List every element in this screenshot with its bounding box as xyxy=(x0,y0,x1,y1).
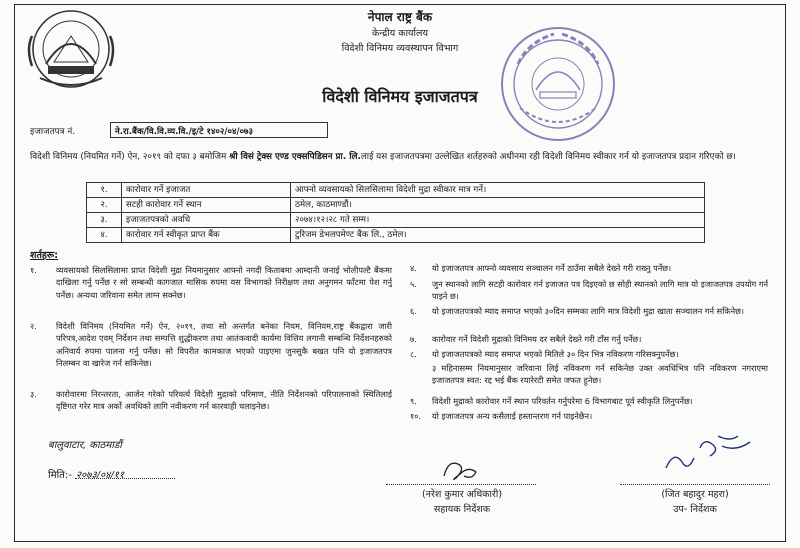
condition-number: २. xyxy=(30,321,37,331)
condition-text: कारोवार गर्ने विदेशी मुद्राको विनिमय दर सबैले देख्ने गरी टाँस गर्नु पर्नेछ। xyxy=(432,334,642,344)
condition-number: ३. xyxy=(30,389,37,399)
row-label: इजाजतपत्रको अवधि xyxy=(122,213,291,228)
condition-text: विदेशी मुद्राको कारोवार गर्ने स्थान परिवर्तन गर्नुपरेमा 6 विभागबाट पूर्व स्वीकृति लिनुपर्नेछ। xyxy=(432,396,693,406)
row-number: २. xyxy=(87,198,122,213)
intro-paragraph xyxy=(30,150,770,165)
row-label: सटही कारोवार गर्ने स्थान xyxy=(122,198,291,213)
condition-text: ३ महिनासम्म नियमानुसार जरिवाना लिई नविकरण गर्न सकिनेछ उक्त अवधिभित्र पनि नविकरण नगराएमा इजाजतपत्र स्वत: रद्द भई बैंक रयारेरटी समेत जफत हुनेछ। xyxy=(432,363,768,386)
license-number-row xyxy=(30,122,330,140)
condition-item xyxy=(410,395,768,407)
row-number: ३. xyxy=(87,213,122,228)
signatory-name: (नरेश कुमार अधिकारी) xyxy=(421,489,503,500)
condition-number: ४. xyxy=(410,263,417,273)
condition-item xyxy=(410,348,768,360)
document-title: विदेशी विनिमय इजाजतपत्र xyxy=(322,87,478,106)
firm-name: श्री विसं ट्रेक्स एण्ड एक्सपिडिसन प्रा. लि. xyxy=(229,152,361,162)
condition-number: ९. xyxy=(410,396,417,406)
signatory-name: (जित बहादुर महरा) xyxy=(661,489,729,500)
condition-text: कारोवारमा निरन्तरता, आर्जन गरेको परिवर्त्य विदेशी मुद्राको परिमाण, नीति निर्देशनको परिपालनाको स्थितिलाई दृष्टिगत गरेर मात्र अर्को अवधिको लागि नवीकरण गर्न कारवाही चलाइनेछ। xyxy=(56,389,392,412)
row-label: कारोवार गर्न स्वीकृत प्राप्त बैंक xyxy=(122,228,291,243)
signature-scribble-icon xyxy=(438,456,482,484)
bank-name: नेपाल राष्ट्र बैंक xyxy=(367,10,433,24)
license-number-label: इजाजतपत्र नं. xyxy=(30,127,75,137)
condition-number: ८. xyxy=(410,349,417,359)
condition-number: ७. xyxy=(410,334,417,344)
signatory-title: सहायक निर्देशक xyxy=(433,504,491,515)
row-number: ४. xyxy=(87,228,122,243)
intro-text-before: विदेशी विनिमय (नियमित गर्ने) ऐन, २०१९ को दफा ३ बमोजिम xyxy=(30,152,230,162)
condition-item xyxy=(410,362,768,387)
conditions-heading: शर्तहरू: xyxy=(30,250,59,261)
condition-number: १०. xyxy=(410,411,422,421)
condition-item xyxy=(30,320,392,370)
condition-text: यो इजाजतपत्रको म्याद समाप्त भएको ३०दिन सम्मका लागि मात्र विदेशी मुद्रा खाता सञ्चालन गर्न सकिनेछ। xyxy=(432,306,745,316)
condition-item xyxy=(410,410,768,422)
condition-number: ५. xyxy=(410,279,417,289)
table-row xyxy=(87,213,705,228)
office-name: केन्द्रीय कार्यालय xyxy=(372,28,428,39)
signature-scribble-icon xyxy=(660,428,760,480)
date-underline xyxy=(75,478,175,479)
signatory-title: उप- निर्देशक xyxy=(673,504,717,515)
table-row xyxy=(87,183,705,198)
row-value: ठमेल, काठमाण्डौं। xyxy=(291,198,705,213)
license-number-value: ने.रा.बैंक/वि.वि.व्य.वि./इ/टे १४०२/०४/०७३ xyxy=(110,122,328,138)
condition-text: यो इजाजतपत्रको म्याद समाप्त भएको मितिले ३० दिन भित्र नविकरण गरिसक्नुपर्नेछ। xyxy=(432,349,679,359)
condition-text: विदेशी विनिमय (नियमित गर्ने) ऐन, २०१९, तथा सो अन्तर्गत बनेका नियम, विनियम,राष्ट्र बैंकद्वारा जारी परिपत्र,आदेश एवम् निर्देशन तथा सम्पत्ति शुद्धीकरण तथा आतंकवादी कार्यमा वित्तिय लगानी सम्बन्धि निर्देशनहरुको अनिवार्य रुपमा पालना गर्नु पर्नेछ। सो विपरीत कामकाज भएको पाइएमा जुनसुकै बखत पनि यो इजाजतपत्र निलम्बन वा खारेज गर्न सकिनेछ। xyxy=(56,321,392,369)
table-row xyxy=(87,228,705,243)
condition-text: व्यवसायको सिलसिलामा प्राप्त विदेशी मुद्रा नियमानुसार आफ्नो नगदी किताबमा आम्दानी जनाई भोलीपल्टै बैंकमा दाखिला गर्नु पर्नेछ र सो सम्बन्धी कागजात मासिक रुपमा यस विभागको निरीक्षण तथा अनुगमन फाँटमा पेश गर्नु पर्नेछ। अन्यथा जरिवाना समेत लाग्न सक्नेछ। xyxy=(56,265,392,300)
condition-text: जुन स्थानको लागि सटही कारोवार गर्न इजाजत पत्र दिइएको छ सोही स्थानको लागि मात्र यो इजाजतपत्र उपयोग गर्न पाइने छ। xyxy=(432,279,768,302)
row-number: १. xyxy=(87,183,122,198)
signature-line xyxy=(620,484,770,485)
signature-line xyxy=(386,484,536,485)
license-details-table xyxy=(86,182,705,243)
condition-item xyxy=(410,305,768,317)
condition-item xyxy=(410,333,768,345)
condition-number: १. xyxy=(30,265,37,275)
condition-item xyxy=(30,264,392,301)
department-name: विदेशी विनिमय व्यवस्थापन विभाग xyxy=(341,43,459,54)
condition-item xyxy=(410,278,768,303)
condition-number: ६. xyxy=(410,306,417,316)
condition-item xyxy=(30,388,392,413)
date-label: मिति:- xyxy=(48,470,72,481)
date-value: २०७३/०४/११ xyxy=(75,470,125,481)
row-value: २०७४।१२।२८ गते सम्म। xyxy=(291,213,705,228)
row-value: टुरिजम डेभलपमेण्ट बैंक लि., ठमेल। xyxy=(291,228,705,243)
condition-item xyxy=(410,262,768,274)
condition-text: यो इजाजतपत्र अन्य कसैलाई हस्तान्तरण गर्न पाइनेछैन। xyxy=(432,411,593,421)
row-label: कारोवार गर्ने इजाजत xyxy=(122,183,291,198)
issue-place: बालुवाटार, काठमाडौं xyxy=(48,440,122,451)
row-value: आफ्नो व्यवसायको सिलसिलामा विदेशी मुद्रा स्वीकार मात्र गर्ने। xyxy=(291,183,705,198)
condition-text: यो इजाजतपत्र आफ्नो व्यवसाय सञ्चालन गर्ने ठाउँमा सबैले देख्ने गरी राख्नु पर्नेछ। xyxy=(432,263,672,273)
table-row xyxy=(87,198,705,213)
intro-text-after: लाई यस इजाजतपत्रमा उल्लेखित शर्तहरुको अधीनमा रही विदेशी विनिमय स्वीकार गर्न यो इजाजतपत्र प्रदान गरिएको छ। xyxy=(360,152,736,162)
